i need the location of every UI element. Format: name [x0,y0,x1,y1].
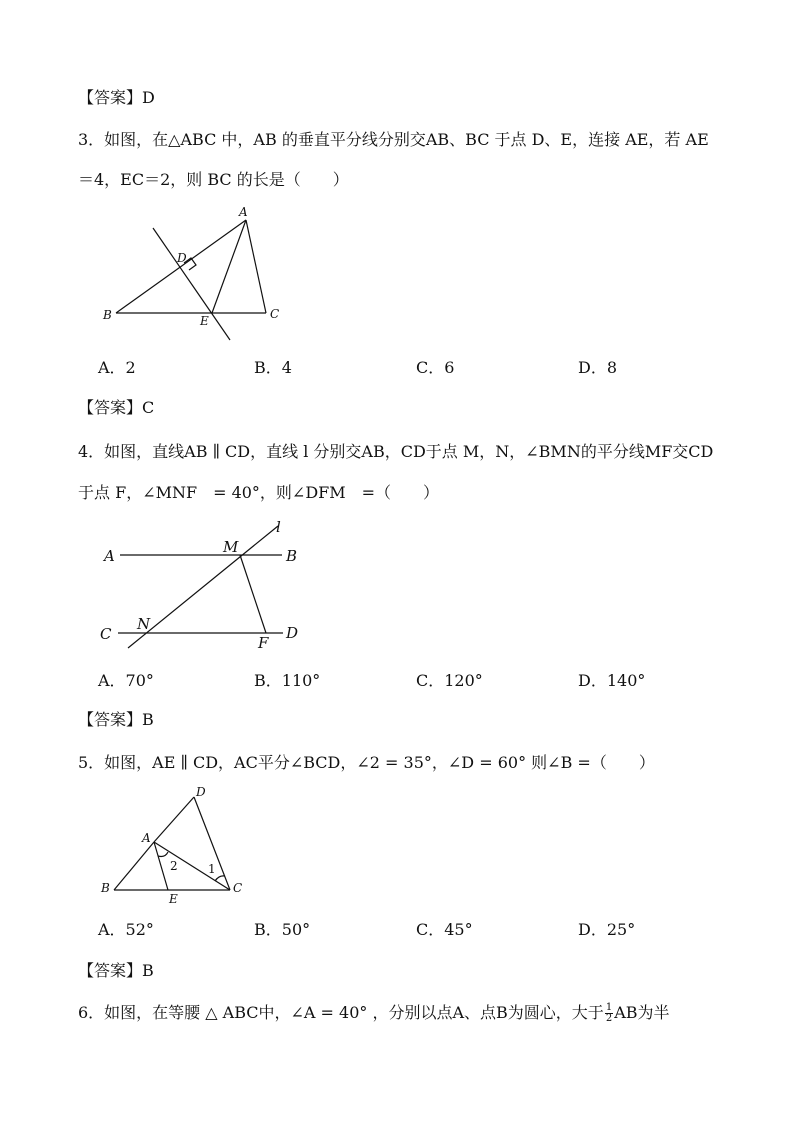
q3-option-a: A．2 [98,358,136,377]
segment-ab [114,842,154,890]
q4-option-c: C．120° [416,671,483,690]
segment-ae [154,842,168,890]
label-l: l [276,518,281,536]
answer-q2: 【答案】D [78,88,155,107]
q5-option-b: B．50° [254,920,311,939]
q4-option-a: A．70° [98,671,154,690]
label-b: B [101,881,110,895]
segment-mf [240,555,266,633]
answer-q5: 【答案】B [78,961,154,980]
label-f: F [258,634,269,652]
answer-q4: 【答案】B [78,710,154,729]
segment-ad [154,797,194,842]
label-d: D [286,624,299,642]
angle-1-arc [215,876,225,881]
line-l [128,526,278,648]
question-5-line1: 5．如图，AE ∥ CD，AC平分∠BCD，∠2 = 35°，∠D = 60° 则∠B =（ ） [78,753,655,772]
label-d: D [177,251,187,265]
q5-option-a: A．52° [98,920,154,939]
q5-option-c: C．45° [416,920,473,939]
label-n: N [137,615,151,633]
angle-2-arc [158,852,168,857]
fraction-numerator: 1 [605,1002,613,1013]
label-c: C [233,881,243,895]
perpendicular-bisector [153,228,230,340]
label-a: A [104,547,115,565]
segment-ae [212,220,246,313]
segment-cd [194,797,230,890]
question-6-text-before: 6．如图，在等腰 △ ABC中，∠A = 40° ，分别以点A、点B为圆心，大于 [78,1003,604,1022]
label-c: C [100,625,112,643]
label-a: A [142,831,151,845]
q3-option-d: D．8 [578,358,618,377]
label-a: A [239,205,248,219]
question-4-line2: 于点 F，∠MNF = 40°，则∠DFM =（ ） [78,483,440,502]
fraction-denominator: 2 [605,1013,613,1024]
fraction-one-half [605,1003,613,1024]
question-6-text-after: AB为半 [614,1003,670,1022]
label-c: C [270,307,280,321]
label-b: B [103,308,112,322]
q5-option-d: D．25° [578,920,636,939]
label-e: E [200,314,209,328]
angle-2-label: 2 [170,859,178,873]
label-e: E [169,892,178,906]
label-d: D [196,785,206,799]
q3-option-b: B．4 [254,358,292,377]
q3-option-c: C．6 [416,358,455,377]
label-m: M [223,538,239,556]
label-b: B [286,547,298,565]
question-3-line1: 3．如图，在△ABC 中，AB 的垂直平分线分别交AB、BC 于点 D、E，连接 AE，若 AE [78,130,709,149]
answer-q3: 【答案】C [78,398,155,417]
question-3-line2: ＝4，EC＝2，则 BC 的长是（ ） [78,170,349,189]
q4-option-b: B．110° [254,671,321,690]
segment-ba [116,220,246,313]
angle-1-label: 1 [208,862,216,876]
question-4-line1: 4．如图，直线AB ∥ CD，直线 l 分别交AB，CD于点 M，N，∠BMN的平分线MF交CD [78,442,714,461]
segment-ac [246,220,266,313]
right-angle-mark [184,258,196,270]
segment-ac [154,842,230,890]
question-6-line1 [78,1003,670,1024]
q4-option-d: D．140° [578,671,646,690]
